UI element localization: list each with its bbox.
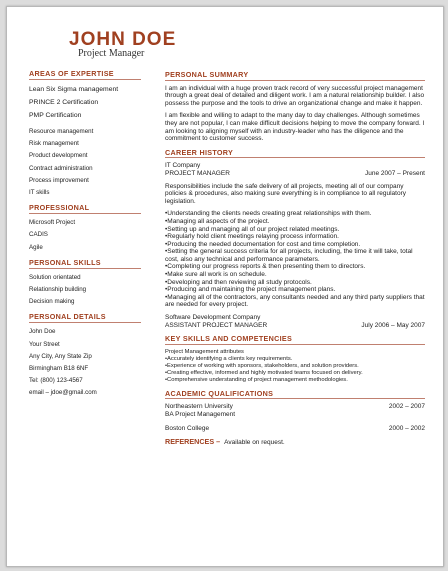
list-item: •Comprehensive understanding of project management methodologies. [165, 376, 348, 383]
main-content [165, 71, 425, 447]
list-item: •Creating effective, informed and highly motivated teams focused on delivery. [165, 369, 363, 376]
personal-detail-item: Tel: (800) 123-4567 [29, 377, 83, 385]
skills-heading: KEY SKILLS AND COMPETENCIES [165, 335, 425, 345]
personal-detail-item: email – jdoe@gmail.com [29, 389, 97, 397]
expertise-item: IT skills [29, 189, 50, 197]
personal-detail-item: Birmingham B18 6NF [29, 365, 89, 373]
personal-skill-item: Solution orientated [29, 273, 81, 281]
list-item: •Accurately identifying a clients key requirements. [165, 355, 293, 362]
list-item: •Experience of working with sponsors, stakeholders, and solution providers. [165, 362, 359, 369]
candidate-name: JOHN DOE [69, 29, 177, 50]
personal-details-heading: PERSONAL DETAILS [29, 312, 141, 323]
expertise-item: Resource management [29, 128, 94, 135]
list-item: •Regularly hold client meetings relaying process information. [165, 233, 339, 241]
list-item: •Make sure all work is on schedule. [165, 271, 267, 279]
job-title: ASSISTANT PROJECT MANAGER [165, 321, 268, 329]
list-item: •Setting up and managing all of our project related meetings. [165, 225, 340, 233]
job-title: PROJECT MANAGER [165, 169, 230, 177]
expertise-item: Risk management [29, 140, 79, 148]
personal-skill-item: Decision making [29, 298, 75, 306]
list-item: •Setting the general success criteria for all projects, including, the time it will take, total cost, also any technical and performance parameters. [165, 248, 413, 263]
expertise-item: Process improvement [29, 176, 89, 184]
candidate-title: Project Manager [78, 48, 145, 59]
professional-item: Microsoft Project [29, 219, 76, 227]
summary-heading: PERSONAL SUMMARY [165, 71, 425, 81]
skills-list [165, 356, 425, 384]
job-dates: July 2006 – May 2007 [361, 321, 425, 329]
sidebar [29, 69, 141, 400]
list-item: •Managing all of the contractors, any consultants needed and any third party suppliers that are needed for every project. [165, 293, 425, 309]
expertise-item: PMP Certification [29, 112, 82, 119]
expertise-item: Lean Six Sigma management [29, 86, 119, 93]
personal-detail-item: John Doe [29, 328, 56, 336]
personal-detail-item: Your Street [29, 340, 60, 348]
personal-detail-item: Any City, Any State Zip [29, 352, 92, 360]
references-heading: REFERENCES – [165, 437, 221, 447]
expertise-item: PRINCE 2 Certification [29, 99, 99, 106]
job-dates: June 2007 – Present [365, 169, 425, 177]
list-item: •Producing the needed documentation for cost and time completion. [165, 240, 361, 248]
career-heading: CAREER HISTORY [165, 149, 425, 159]
summary-paragraph: I am an individual with a huge proven track record of very successful project management through a great deal of detailed and diligent work. I am a natural relationship builder. I also possess the purpose and the tools to drive an organizational change and make it happen. [165, 84, 425, 107]
professional-heading: PROFESSIONAL [29, 203, 141, 214]
professional-item: Agile [29, 243, 43, 251]
job-company: IT Company [165, 162, 201, 170]
summary-paragraph: I am flexible and willing to adapt to the many day to day challenges. Although sometimes they are not popular, I can make difficult decisions helping to move the company forward. I am looking to aligning myself with an industry-leader who has the diligence and the commitment to customer success. [165, 112, 425, 143]
resume-page [6, 6, 444, 567]
list-item: •Managing all aspects of the project. [165, 217, 270, 225]
school-dates: 2000 – 2002 [388, 424, 425, 432]
references-line [165, 438, 425, 447]
job-responsibilities: Responsibilities include the safe delivery of all projects, meeting all of our company policies & procedures, also making sure everything is in compliance to all regulatory legislation. [165, 182, 406, 205]
list-item: •Understanding the clients needs creating great relationships with them. [165, 210, 372, 218]
degree-name: BA Project Management [165, 411, 236, 418]
list-item: •Producing and maintaining the project management plans. [165, 286, 336, 294]
school-dates: 2002 – 2007 [388, 403, 425, 411]
expertise-item: Contract administration [29, 164, 93, 172]
personal-skills-heading: PERSONAL SKILLS [29, 258, 141, 269]
expertise-item: Product development [29, 152, 88, 160]
academic-heading: ACADEMIC QUALIFICATIONS [165, 390, 425, 400]
personal-skill-item: Relationship building [29, 286, 87, 294]
job-duties-list [165, 210, 425, 309]
list-item: •Completing our progress reports & then presenting them to directors. [165, 263, 366, 271]
expertise-heading: AREAS OF EXPERTISE [29, 69, 141, 80]
job-company: Software Development Company [165, 314, 261, 322]
skills-intro: Project Management attributes [165, 348, 244, 355]
references-text: Available on request. [224, 439, 285, 447]
list-item: •Developing and then reviewing all study protocols. [165, 278, 312, 286]
school-name: Northeastern University [165, 403, 233, 411]
professional-item: CADIS [29, 231, 48, 239]
school-name: Boston College [165, 424, 210, 432]
